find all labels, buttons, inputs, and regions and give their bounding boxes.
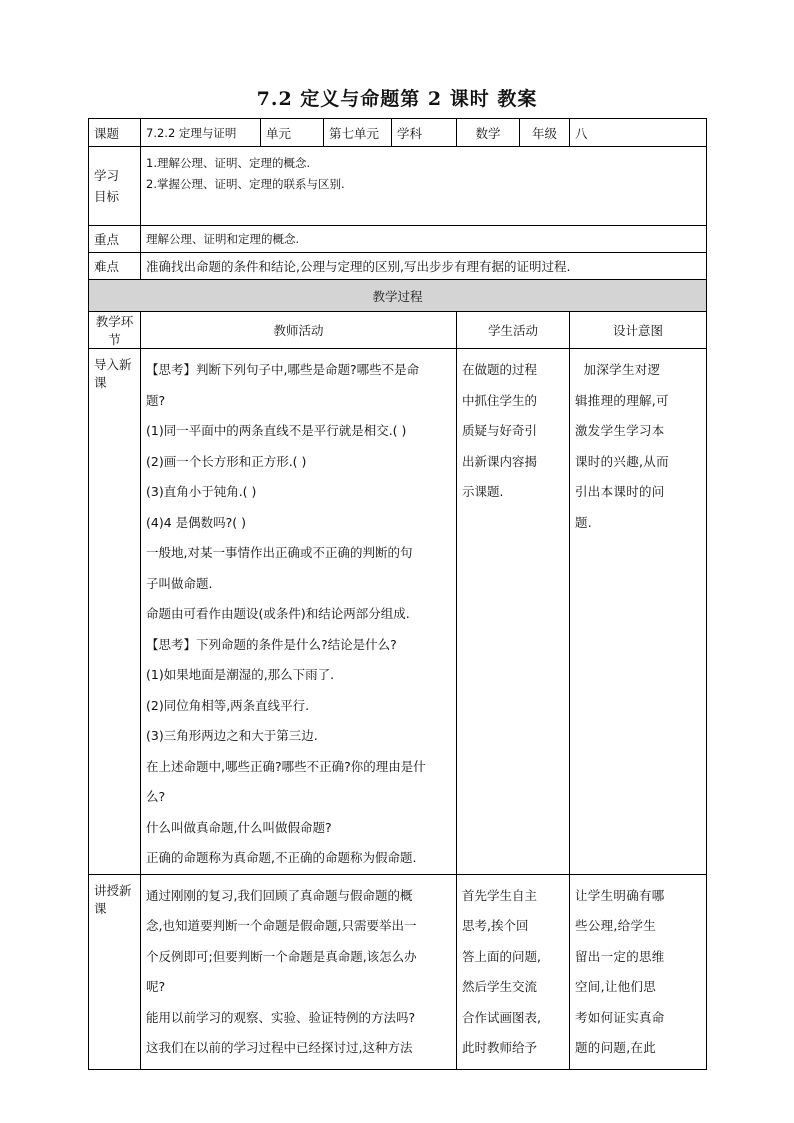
grade-value: 八 <box>570 119 707 147</box>
col-teacher-header: 教师活动 <box>141 312 457 349</box>
column-header-row <box>89 312 707 349</box>
teacher-activity: 通过刚刚的复习,我们回顾了真命题与假命题的概 念,也知道要判断一个命题是假命题,只需要举出一 个反例即可;但要判断一个命题是真命题,该怎么办 呢? 能用以前学习的观察、实验、验证特例的方法吗? 这我们在以前的学习过程中已经探讨过,这种方法 <box>141 874 457 1069</box>
col-design-header: 设计意图 <box>570 312 707 349</box>
stage-name: 讲授新课 <box>89 874 141 1069</box>
difficulty-value: 准确找出命题的条件和结论,公理与定理的区别,写出步步有理有据的证明过程. <box>141 253 707 280</box>
stage-row-intro <box>89 349 707 875</box>
objectives-label: 学习 目标 <box>89 147 141 226</box>
col-stage-header: 教学环节 <box>89 312 141 349</box>
difficulty-label: 难点 <box>89 253 141 280</box>
subject-value: 数学 <box>457 119 520 147</box>
topic-label: 课题 <box>89 119 141 147</box>
process-heading: 教学过程 <box>89 280 707 312</box>
objective-item: 1.理解公理、证明、定理的概念. <box>146 156 311 170</box>
objectives-list <box>141 147 707 226</box>
stage-row-lecture <box>89 874 707 1069</box>
objectives-row <box>89 147 707 226</box>
design-intent: 加深学生对逻 辑推理的理解,可 激发学生学习本 课时的兴趣,从而 引出本课时的问 题. <box>570 349 707 875</box>
stage-name: 导入新课 <box>89 349 141 875</box>
student-activity: 首先学生自主 思考,挨个回 答上面的问题, 然后学生交流 合作试画图表, 此时教师给予 <box>457 874 570 1069</box>
topic-value: 7.2.2 定理与证明 <box>141 119 261 147</box>
unit-value: 第七单元 <box>324 119 392 147</box>
key-point-value: 理解公理、证明和定理的概念. <box>141 226 707 253</box>
difficulty-row <box>89 253 707 280</box>
key-point-row <box>89 226 707 253</box>
key-point-label: 重点 <box>89 226 141 253</box>
header-row <box>89 119 707 147</box>
subject-label: 学科 <box>392 119 457 147</box>
grade-label: 年级 <box>520 119 570 147</box>
lesson-plan-table <box>88 118 707 1070</box>
document-title: 7.2 定义与命题第 2 课时 教案 <box>256 88 538 110</box>
teacher-activity: 【思考】判断下列句子中,哪些是命题?哪些不是命 题? (1)同一平面中的两条直线不是平行就是相交.( ) (2)画一个长方形和正方形.( ) (3)直角小于钝角.( ) (4)4 是偶数吗?( ) 一般地,对某一事情作出正确或不正确的判断的句 子叫做命题. 命题由可看作由题设(或条件)和结论两部分组成. 【思考】下列命题的条件是什么?结论是什么? (1)如果地面是潮湿的,那么下雨了. (2)同位角相等,两条直线平行. (3)三角形两边之和大于第三边. 在上述命题中,哪些正确?哪些不正确?你的理由是什 么? 什么叫做真命题,什么叫做假命题? 正确的命题称为真命题,不正确的命题称为假命题. <box>141 349 457 875</box>
design-intent: 让学生明确有哪 些公理,给学生 留出一定的思维 空间,让他们思 考如何证实真命 题的问题,在此 <box>570 874 707 1069</box>
process-heading-row <box>89 280 707 312</box>
col-student-header: 学生活动 <box>457 312 570 349</box>
objective-item: 2.掌握公理、证明、定理的联系与区别. <box>146 177 345 191</box>
unit-label: 单元 <box>261 119 324 147</box>
student-activity: 在做题的过程 中抓住学生的 质疑与好奇引 出新课内容揭 示课题. <box>457 349 570 875</box>
